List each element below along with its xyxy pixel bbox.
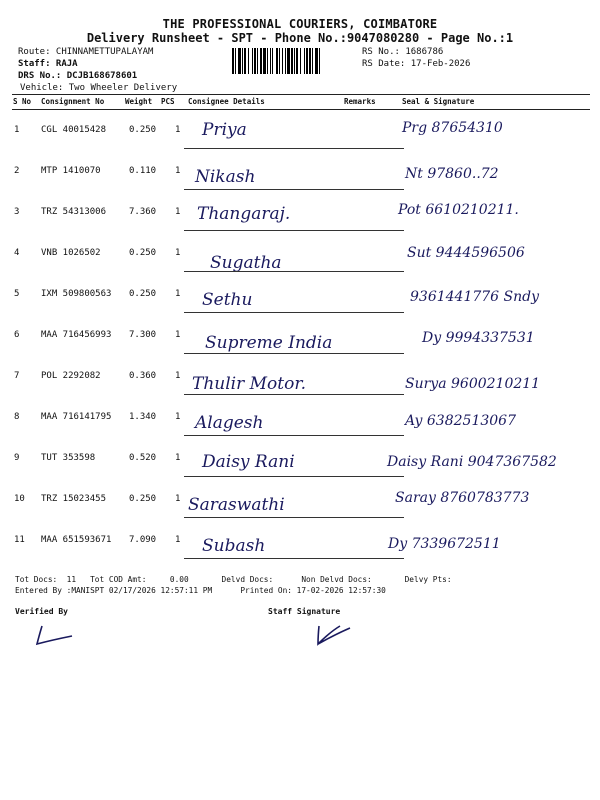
col-seal: Seal & Signature bbox=[402, 97, 475, 106]
handwritten-consignee-name: Alagesh bbox=[195, 413, 264, 433]
row-consignment: IXM 509800563 bbox=[41, 289, 112, 299]
company-title: THE PROFESSIONAL COURIERS, COIMBATORE bbox=[162, 17, 438, 31]
row-pcs: 1 bbox=[175, 166, 181, 176]
table-row bbox=[12, 313, 590, 354]
verified-by-label: Verified By bbox=[15, 607, 68, 616]
row-weight: 0.250 bbox=[129, 125, 157, 135]
staff-text: Staff: RAJA bbox=[18, 59, 78, 70]
handwritten-consignee-name: Sugatha bbox=[210, 253, 282, 273]
row-pcs: 1 bbox=[175, 412, 181, 422]
row-consignment: MTP 1410070 bbox=[41, 166, 101, 176]
row-sno: 8 bbox=[14, 412, 20, 422]
handwritten-signature: Saray 8760783773 bbox=[395, 490, 530, 506]
col-weight: Weight bbox=[125, 97, 153, 106]
drs-number: DRS No.: DCJB168678601 bbox=[18, 71, 138, 82]
row-weight: 0.250 bbox=[129, 494, 157, 504]
handwritten-consignee-name: Thangaraj. bbox=[197, 204, 291, 224]
row-sno: 4 bbox=[14, 248, 20, 258]
table-row bbox=[12, 149, 590, 190]
handwritten-consignee-name: Daisy Rani bbox=[202, 452, 295, 472]
row-weight: 1.340 bbox=[129, 412, 157, 422]
table-row bbox=[12, 108, 590, 149]
col-consignment: Consignment No bbox=[41, 97, 105, 106]
header-left-info bbox=[18, 46, 153, 83]
handwritten-signature: Daisy Rani 9047367582 bbox=[387, 454, 557, 470]
table-row bbox=[12, 477, 590, 518]
table-row bbox=[12, 272, 590, 313]
row-pcs: 1 bbox=[175, 453, 181, 463]
vehicle-text: Vehicle: Two Wheeler Delivery bbox=[20, 83, 178, 93]
table-row bbox=[12, 354, 590, 395]
handwritten-signature: Sut 9444596506 bbox=[407, 245, 525, 261]
rs-number: RS No.: 1686786 bbox=[362, 47, 444, 57]
handwritten-consignee-name: Supreme India bbox=[205, 333, 333, 353]
handwritten-consignee-name: Saraswathi bbox=[188, 495, 285, 515]
rs-date: RS Date: 17-Feb-2026 bbox=[362, 59, 471, 69]
handwritten-consignee-name: Priya bbox=[202, 120, 247, 140]
table-row bbox=[12, 518, 590, 559]
row-consignment: MAA 716141795 bbox=[41, 412, 112, 422]
row-divider bbox=[184, 558, 404, 559]
table-row bbox=[12, 395, 590, 436]
row-sno: 2 bbox=[14, 166, 20, 176]
row-pcs: 1 bbox=[175, 289, 181, 299]
row-consignment: MAA 651593671 bbox=[41, 535, 112, 545]
handwritten-consignee-name: Nikash bbox=[195, 167, 256, 187]
row-sno: 10 bbox=[14, 494, 25, 504]
row-weight: 0.110 bbox=[129, 166, 157, 176]
handwritten-signature: Dy 7339672511 bbox=[388, 536, 501, 552]
row-weight: 0.520 bbox=[129, 453, 157, 463]
staff-signature-mark bbox=[310, 620, 354, 650]
row-pcs: 1 bbox=[175, 535, 181, 545]
row-pcs: 1 bbox=[175, 330, 181, 340]
row-weight: 7.300 bbox=[129, 330, 157, 340]
route-text: Route: CHINNAMETTUPALAYAM bbox=[18, 47, 154, 57]
handwritten-signature: Ay 6382513067 bbox=[405, 413, 516, 429]
barcode-image bbox=[232, 48, 358, 74]
row-weight: 0.250 bbox=[129, 289, 157, 299]
handwritten-signature: Surya 9600210211 bbox=[405, 376, 541, 392]
col-pcs: PCS bbox=[161, 97, 175, 106]
header-right-info bbox=[362, 46, 470, 70]
runsheet-subtitle: Delivery Runsheet - SPT - Phone No.:9047080280 - Page No.:1 bbox=[86, 31, 514, 45]
row-pcs: 1 bbox=[175, 248, 181, 258]
row-sno: 5 bbox=[14, 289, 20, 299]
handwritten-consignee-name: Subash bbox=[202, 536, 266, 556]
row-sno: 3 bbox=[14, 207, 20, 217]
row-sno: 6 bbox=[14, 330, 20, 340]
row-consignment: MAA 716456993 bbox=[41, 330, 112, 340]
entered-printed-line: Entered By :MANISPT 02/17/2026 12:57:11 PM Printed On: 17-02-2026 12:57:30 bbox=[15, 586, 386, 595]
row-consignment: TUT 353598 bbox=[41, 453, 96, 463]
row-pcs: 1 bbox=[175, 207, 181, 217]
verified-signature-mark bbox=[32, 622, 74, 648]
row-weight: 0.250 bbox=[129, 248, 157, 258]
staff-signature-label: Staff Signature bbox=[268, 607, 341, 616]
handwritten-signature: Dy 9994337531 bbox=[422, 330, 535, 346]
row-sno: 1 bbox=[14, 125, 20, 135]
handwritten-signature: 9361441776 Sndy bbox=[410, 289, 540, 305]
row-consignment: TRZ 54313006 bbox=[41, 207, 107, 217]
handwritten-signature: Pot 6610210211. bbox=[398, 202, 519, 218]
row-consignment: VNB 1026502 bbox=[41, 248, 101, 258]
row-pcs: 1 bbox=[175, 371, 181, 381]
row-weight: 7.090 bbox=[129, 535, 157, 545]
row-sno: 7 bbox=[14, 371, 20, 381]
row-pcs: 1 bbox=[175, 125, 181, 135]
row-sno: 9 bbox=[14, 453, 20, 463]
totals-line: Tot Docs: 11 Tot COD Amt: 0.00 Delvd Docs: Non Delvd Docs: Delvy Pts: bbox=[15, 575, 452, 584]
row-consignment: POL 2292082 bbox=[41, 371, 101, 381]
row-pcs: 1 bbox=[175, 494, 181, 504]
handwritten-consignee-name: Thulir Motor. bbox=[192, 374, 307, 394]
handwritten-signature: Prg 87654310 bbox=[402, 120, 503, 136]
col-remarks: Remarks bbox=[344, 97, 376, 106]
handwritten-signature: Nt 97860..72 bbox=[405, 166, 499, 182]
row-weight: 0.360 bbox=[129, 371, 157, 381]
row-consignment: CGL 40015428 bbox=[41, 125, 107, 135]
row-weight: 7.360 bbox=[129, 207, 157, 217]
col-sno: S No bbox=[13, 97, 32, 106]
table-row bbox=[12, 436, 590, 477]
table-row bbox=[12, 190, 590, 231]
row-consignment: TRZ 15023455 bbox=[41, 494, 107, 504]
row-sno: 11 bbox=[14, 535, 25, 545]
handwritten-consignee-name: Sethu bbox=[202, 290, 253, 310]
col-consignee: Consignee Details bbox=[188, 97, 265, 106]
table-row bbox=[12, 231, 590, 272]
